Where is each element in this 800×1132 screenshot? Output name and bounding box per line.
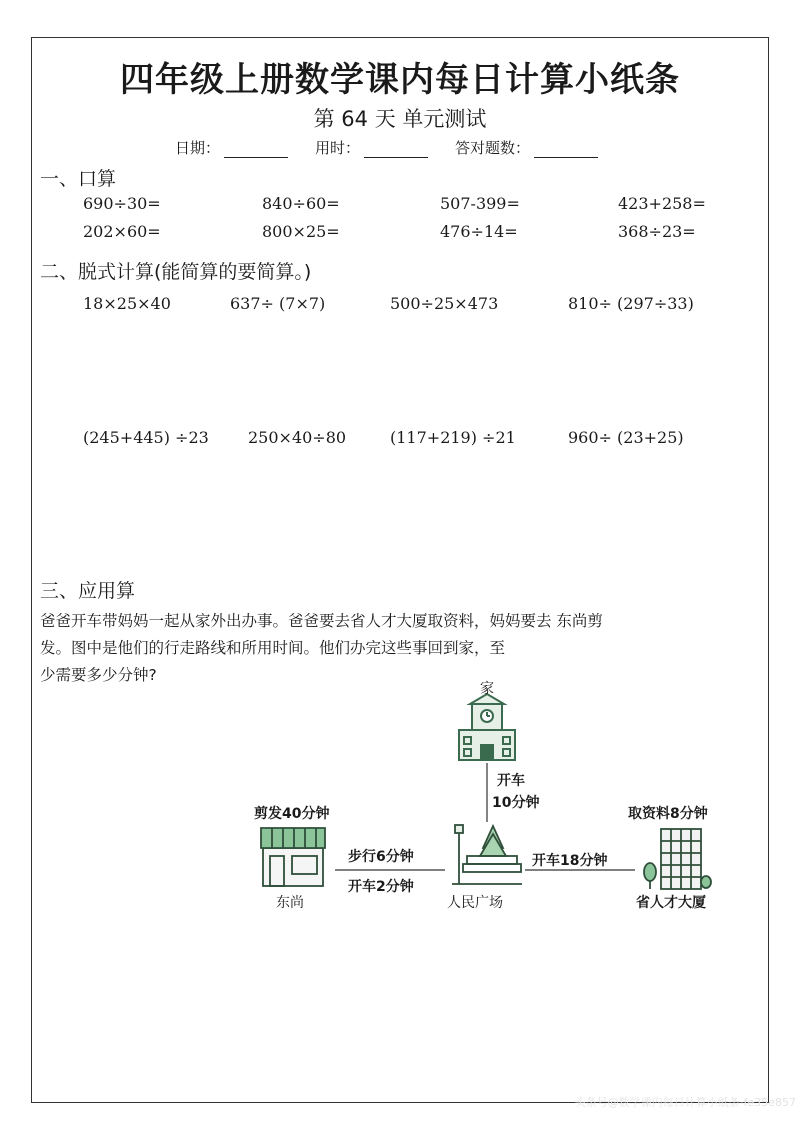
- section1-heading: 一、口算: [40, 168, 117, 190]
- page-title: 四年级上册数学课内每日计算小纸条: [120, 60, 680, 100]
- calc-item: (117+219) ÷21: [390, 428, 516, 447]
- mental-math-item: 476÷14=: [440, 222, 518, 241]
- mental-math-item: 202×60=: [83, 222, 161, 241]
- page-subtitle: 第 64 天 单元测试: [313, 107, 487, 131]
- square-name-label: 人民广场: [447, 895, 503, 911]
- calc-item: 18×25×40: [83, 294, 171, 313]
- problem-line: 少需要多少分钟?: [40, 666, 157, 684]
- home-route-time: 10分钟: [492, 795, 540, 811]
- calc-item: 960÷ (23+25): [568, 428, 684, 447]
- mental-math-item: 840÷60=: [262, 194, 340, 213]
- mental-math-item: 507-399=: [440, 194, 520, 213]
- calc-item: 500÷25×473: [390, 294, 499, 313]
- shop-icon: [261, 828, 325, 886]
- mental-math-item: 368÷23=: [618, 222, 696, 241]
- walk-time-label: 步行6分钟: [348, 849, 414, 865]
- section3-heading: 三、应用算: [40, 580, 136, 602]
- score-label: 答对题数：: [455, 139, 531, 157]
- mental-math-item: 423+258=: [618, 194, 706, 213]
- haircut-time-label: 剪发40分钟: [254, 806, 330, 822]
- home-building-icon: [459, 694, 515, 760]
- mental-math-item: 800×25=: [262, 222, 340, 241]
- tower-name-label: 省人才大厦: [636, 895, 706, 911]
- calc-item: 637÷ (7×7): [230, 294, 326, 313]
- calc-item: 250×40÷80: [248, 428, 347, 447]
- docs-time-label: 取资料8分钟: [628, 806, 708, 822]
- calc-item: (245+445) ÷23: [83, 428, 209, 447]
- problem-line: 爸爸开车带妈妈一起从家外出办事。爸爸要去省人才大厦取资料，妈妈要去 东尚剪: [40, 612, 603, 630]
- shop-name-label: 东尚: [276, 895, 304, 911]
- calc-item: 810÷ (297÷33): [568, 294, 694, 313]
- watermark: 头条号@数学课内每日计算小纸条-fe35e857: [574, 1096, 796, 1109]
- square-plaza-icon: [452, 825, 522, 884]
- date-label: 日期：: [175, 139, 221, 157]
- section2-heading: 二、脱式计算(能简算的要简算。): [40, 261, 312, 283]
- home-route-label: 开车: [497, 773, 525, 789]
- drive-long-label: 开车18分钟: [532, 853, 608, 869]
- office-tower-icon: [644, 829, 711, 889]
- home-label: 家: [480, 681, 494, 697]
- drive-short-label: 开车2分钟: [348, 879, 414, 895]
- mental-math-item: 690÷30=: [83, 194, 161, 213]
- time-label: 用时：: [315, 139, 361, 157]
- problem-line: 发。图中是他们的行走路线和所用时间。他们办完这些事回到家，至: [40, 639, 506, 657]
